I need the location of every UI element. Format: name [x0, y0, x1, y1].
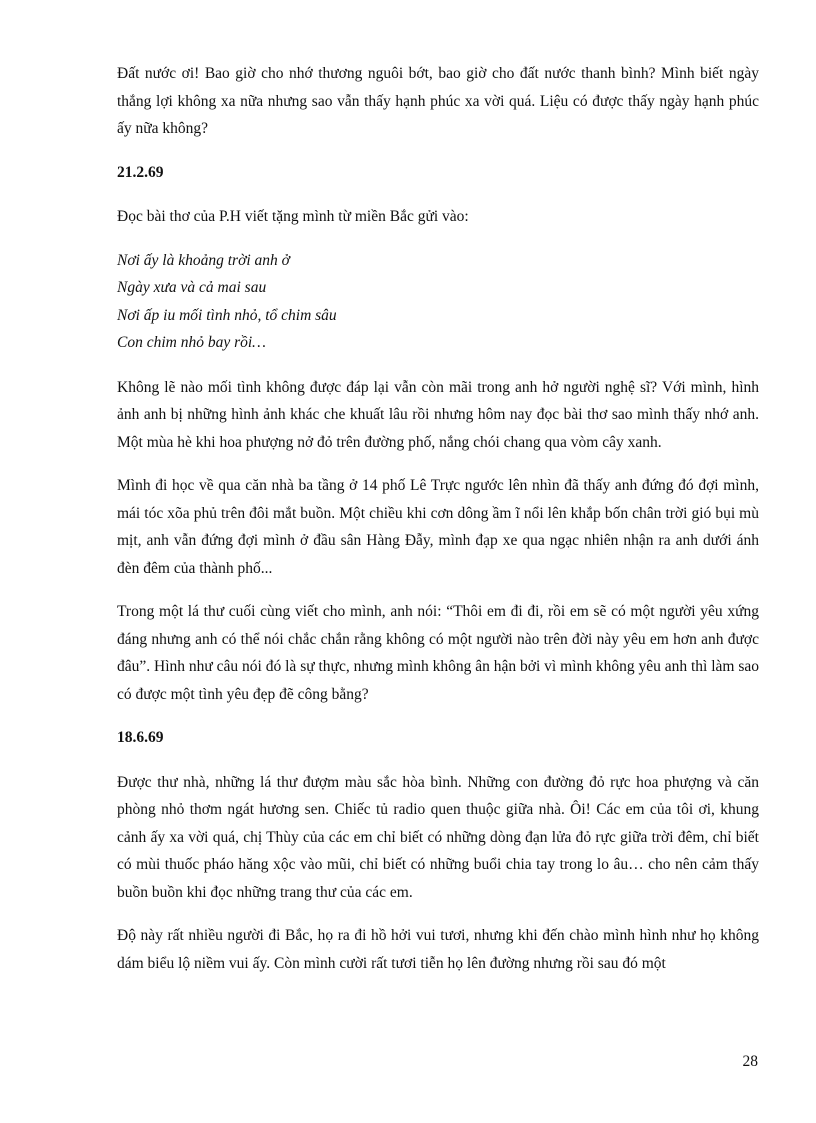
poem: [117, 247, 759, 357]
paragraph: Đất nước ơi! Bao giờ cho nhớ thương nguôi bớt, bao giờ cho đất nước thanh bình? Mình biết ngày thắng lợi không xa nữa nhưng sao vẫn thấy hạnh phúc xa vời quá. Liệu có được thấy ngày hạnh phúc ấy nữa không?: [117, 65, 759, 137]
paragraph: Được thư nhà, những lá thư đượm màu sắc hòa bình. Những con đường đỏ rực hoa phượng và căn phòng nhỏ thơm ngát hương sen. Chiếc tủ radio quen thuộc giữa nhà. Ôi! Các em của tôi ơi, khung cảnh ấy xa vời quá, chị Thùy của các em chỉ biết có những dòng đạn lửa đỏ rực giữa trời đêm, chỉ biết có mùi thuốc pháo hăng xộc vào mũi, chỉ biết có những buổi chia tay trong lo âu… cho nên cảm thấy buồn buồn khi đọc những trang thư của các em.: [117, 773, 759, 901]
diary-date: 18.6.69: [117, 729, 164, 746]
poem-line: Nơi ấp iu mối tình nhỏ, tổ chim sâu: [117, 306, 337, 324]
paragraph: Trong một lá thư cuối cùng viết cho mình, anh nói: “Thôi em đi đi, rồi em sẽ có một người yêu xứng đáng nhưng anh có thể nói chắc chắn rằng không có một người nào trên đời này yêu em hơn anh được đâu”. Hình như câu nói đó là sự thực, nhưng mình không ân hận bởi vì mình không yêu anh thì làm sao có được một tình yêu đẹp đẽ công bằng?: [117, 603, 759, 703]
poem-line: Nơi ấy là khoảng trời anh ở: [117, 251, 290, 269]
paragraph: Độ này rất nhiều người đi Bắc, họ ra đi hồ hởi vui tươi, nhưng khi đến chào mình hình như họ không dám biểu lộ niềm vui ấy. Còn mình cười rất tươi tiễn họ lên đường nhưng rồi sau đó một: [117, 927, 759, 972]
paragraph: Mình đi học về qua căn nhà ba tầng ở 14 phố Lê Trực ngước lên nhìn đã thấy anh đứng đó đợi mình, mái tóc xõa phủ trên đôi mắt buồn. Một chiều khi cơn dông ầm ĩ nổi lên khắp bốn chân trời gió bụi mù mịt, anh vẫn đứng đợi mình ở đầu sân Hàng Đẫy, mình đạp xe qua ngạc nhiên nhận ra anh dưới ánh đèn đêm của thành phố...: [117, 477, 759, 577]
document-body: [117, 60, 759, 993]
page-number: 28: [742, 1053, 758, 1070]
poem-line: Con chim nhỏ bay rồi…: [117, 334, 266, 351]
paragraph: Đọc bài thơ của P.H viết tặng mình từ miền Bắc gửi vào:: [117, 208, 469, 225]
paragraph: Không lẽ nào mối tình không được đáp lại vẫn còn mãi trong anh hở người nghệ sĩ? Với mình, hình ảnh anh bị những hình ảnh khác che khuất lâu rồi nhưng hôm nay đọc bài thơ sao mình thấy nhớ anh. Một mùa hè khi hoa phượng nở đỏ trên đường phố, nắng chói chang qua vòm cây xanh.: [117, 378, 759, 451]
diary-date: 21.2.69: [117, 163, 164, 181]
poem-line: Ngày xưa và cả mai sau: [117, 279, 267, 296]
